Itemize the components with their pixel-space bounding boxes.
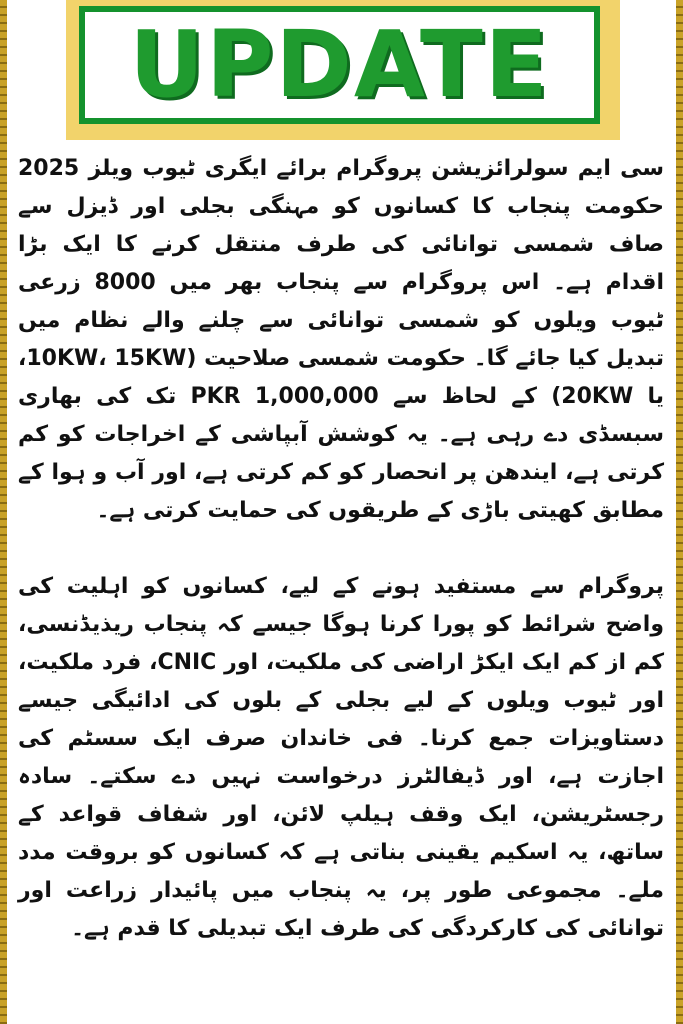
update-banner-title: UPDATE bbox=[129, 11, 550, 118]
right-border bbox=[676, 0, 683, 1024]
article-body bbox=[18, 150, 664, 948]
update-banner-frame bbox=[79, 6, 600, 124]
update-banner bbox=[66, 0, 620, 140]
left-border bbox=[0, 0, 7, 1024]
article-paragraph-1: سی ایم سولرائزیشن پروگرام برائے ایگری ٹیوب ویلز 2025 حکومت پنجاب کا کسانوں کو مہنگی بجلی اور ڈیزل سے صاف شمسی توانائی کی طرف منتقل کرنے کا ایک بڑا اقدام ہے۔ اس پروگرام سے پنجاب بھر میں 8000 زرعی ٹیوب ویلوں کو شمسی توانائی سے چلنے والے نظام میں تبدیل کیا جائے گا۔ حکومت شمسی صلاحیت (10KW، 15KW، یا 20KW) کے لحاظ سے PKR 1,000,000 تک کی بھاری سبسڈی دے رہی ہے۔ یہ کوشش آبپاشی کے اخراجات کو کم کرتی ہے، ایندھن پر انحصار کو کم کرتی ہے، اور آب و ہوا کے مطابق کھیتی باڑی کے طریقوں کی حمایت کرتی ہے۔ bbox=[18, 156, 664, 523]
article-paragraph-2: پروگرام سے مستفید ہونے کے لیے، کسانوں کو اہلیت کی واضح شرائط کو پورا کرنا ہوگا جیسے کہ پنجاب ریذیڈنسی، کم از کم ایک ایکڑ اراضی کی ملکیت، اور CNIC، فرد ملکیت، اور ٹیوب ویلوں کے لیے بجلی کے بلوں کی ادائیگی جیسے دستاویزات جمع کرنا۔ فی خاندان صرف ایک سسٹم کی اجازت ہے، اور ڈیفالٹرز درخواست نہیں دے سکتے۔ سادہ رجسٹریشن، ایک وقف ہیلپ لائن، اور شفاف قواعد کے ساتھ، یہ اسکیم یقینی بناتی ہے کہ کسانوں کو بروقت مدد ملے۔ مجموعی طور پر، یہ پنجاب میں پائیدار زراعت اور توانائی کی کارکردگی کی طرف ایک تبدیلی کا قدم ہے۔ bbox=[18, 574, 664, 941]
